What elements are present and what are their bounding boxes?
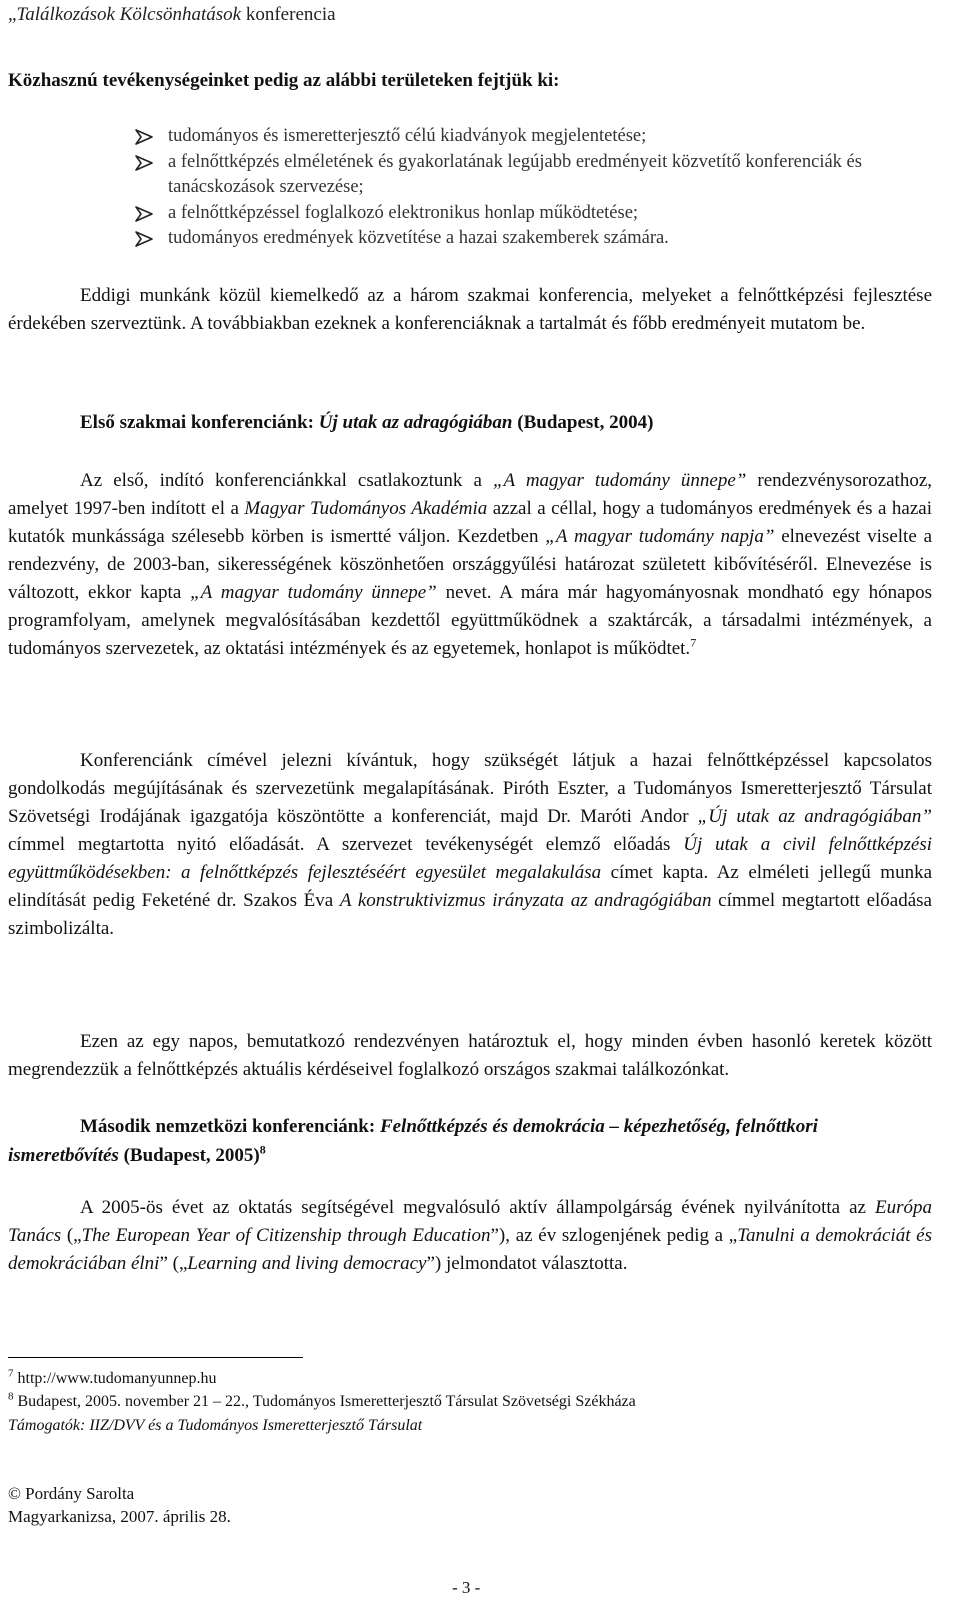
footnote-text: Budapest, 2005. november 21 – 22., Tudományos Ismeretterjesztő Társulat Szövetségi Székháza — [13, 1393, 636, 1410]
section2-label: Második nemzetközi konferenciánk: — [80, 1116, 380, 1137]
text-run: Konferenciánk címével jelezni kívántuk, hogy szükségét látjuk a hazai felnőttképzéssel kapcsolatos gondolkodás megújításának és szervezetünk megalapításának. Piróth Eszter, a Tudományos Ismeretterjesztő Társulat Szövetségi Irodájának igazgatója köszöntötte a konferenciát, majd Dr. Maróti Andor — [8, 750, 932, 827]
list-item — [134, 201, 934, 227]
text-run: ” („ — [159, 1253, 188, 1274]
text-run-italic: The European Year of Citizenship through Education — [81, 1225, 491, 1246]
footnote-number: 7 — [8, 1367, 14, 1380]
header-title-rest: konferencia — [241, 4, 336, 25]
author-copyright: © Pordány Sarolta — [8, 1484, 135, 1503]
text-run-italic: „A magyar tudomány ünnepe” — [492, 470, 747, 491]
text-run: ”), az év szlogenjének pedig a „ — [490, 1225, 738, 1246]
section2-title-italic: Felnőttképzés és demokrácia – képezhetőség, felnőttkori ismeretbővítés — [8, 1116, 818, 1166]
footnote-ref-8: 8 — [259, 1142, 266, 1157]
text-run: nevet. A mára már hagyományosnak mondható egy hónapos programfolyam, amelynek megvalósításában kezdettől együttműködnek a szaktárcák, a társadalmi intézmények, a tudományos szervezetek, az oktatási intézmények és az egyetemek, honlapot is működtet. — [8, 582, 933, 659]
sponsors-line: Támogatók: IIZ/DVV és a Tudományos Ismeretterjesztő Társulat — [8, 1417, 423, 1434]
text-run: rendezvénysorozathoz, amelyet 1997-ben indított el a — [8, 470, 933, 519]
intro-paragraph: Eddigi munkánk közül kiemelkedő az a három szakmai konferencia, melyeket a felnőttképzési fejlesztése érdekében szerveztünk. A továbbiakban ezeknek a konferenciáknak a tartalmát és főbb eredményeit mutatom be. — [8, 285, 932, 334]
section1-title-rest: (Budapest, 2004) — [512, 412, 654, 433]
text-run-italic: „A magyar tudomány ünnepe” — [190, 582, 437, 603]
text-run-italic: Magyar Tudományos Akadémia — [244, 498, 488, 519]
footnote-separator — [8, 1357, 303, 1358]
header-title-italic: Találkozások Kölcsönhatások — [16, 4, 242, 25]
text-run-italic: „Új utak az andragógiában” — [697, 806, 932, 827]
section1-label: Első szakmai konferenciánk: — [80, 412, 319, 433]
list-item-text: a felnőttképzés elméletének és gyakorlatának legújabb eredményeit közvetítő konferenciák és tanácskozások szervezése; — [168, 151, 862, 197]
text-run: („ — [61, 1225, 82, 1246]
place-date: Magyarkanizsa, 2007. április 28. — [8, 1507, 231, 1526]
text-run-italic: A konstruktivizmus irányzata az andragógiában — [339, 890, 712, 911]
text-run-italic: Európa Tanács — [8, 1197, 932, 1246]
text-run-italic: Learning and living democracy — [187, 1253, 427, 1274]
section2-paragraph1 — [8, 1194, 932, 1278]
page-number: - 3 - — [452, 1578, 481, 1597]
footnote-7 — [8, 1369, 216, 1389]
section2-title — [8, 1112, 932, 1170]
section2-title-rest: (Budapest, 2005) — [118, 1145, 260, 1166]
section1-title — [8, 408, 932, 437]
text-run: Az első, indító konferenciánkkal csatlakoztunk a — [80, 470, 493, 491]
arrow-bullet-icon — [134, 154, 154, 172]
section1-paragraph3: Ezen az egy napos, bemutatkozó rendezvényen határoztuk el, hogy minden évben hasonló keretek között megrendezzük a felnőttképzés aktuális kérdéseivel foglalkozó országos szakmai találkozónkat. — [8, 1031, 932, 1080]
section1-paragraph2 — [8, 747, 932, 943]
text-run: ”) jelmondatot választotta. — [426, 1253, 628, 1274]
header-open-quote: „ — [8, 4, 17, 25]
list-item — [134, 124, 934, 150]
text-run: címet kapta. Az elméleti jellegű munka elindítását pedig Feketéné dr. Szakos Éva — [8, 862, 933, 911]
list-item-text: tudományos és ismeretterjesztő célú kiadványok megjelentetése; — [168, 126, 647, 146]
activity-list — [134, 124, 934, 252]
list-item-text: a felnőttképzéssel foglalkozó elektronikus honlap működtetése; — [168, 202, 639, 223]
section1-title-italic: Új utak az adragógiában — [318, 412, 513, 433]
footnote-8 — [8, 1392, 636, 1412]
list-item — [134, 226, 934, 252]
text-run: címmel megtartotta nyitó előadását. A szervezet tevékenységét elemző előadás — [8, 834, 684, 855]
footnote-text: http://www.tudomanyunnep.hu — [13, 1370, 217, 1387]
arrow-bullet-icon — [134, 128, 154, 146]
text-run: azzal a céllal, hogy a tudományos eredmények és a hazai kutatók munkássága szélesebb körben is ismertté váljon. Kezdetben — [8, 498, 933, 547]
text-run: A 2005-ös évet az oktatás segítségével megvalósuló aktív állampolgárság évének nyilvánította az — [80, 1197, 875, 1218]
intro-heading: Közhasznú tevékenységeinket pedig az alábbi területeken fejtjük ki: — [8, 70, 560, 91]
text-run-italic: Tanulni a demokráciát és demokráciában élni — [8, 1225, 932, 1274]
footnote-ref-7: 7 — [690, 635, 697, 650]
arrow-bullet-icon — [134, 230, 154, 248]
text-run-italic: Új utak a civil felnőttképzési együttműködésekben: a felnőttképzés fejlesztéséért egyesület megalakulása — [8, 834, 932, 883]
footnote-number: 8 — [8, 1390, 14, 1403]
running-header — [8, 4, 336, 26]
section1-paragraph1 — [8, 467, 932, 663]
list-item — [134, 150, 934, 201]
text-run: elnevezést viselte a rendezvény, de 2003-ban, sikerességének köszönhetően országgyűlési határozat született kibővítéséről. Elnevezése is változott, ekkor kapta — [8, 526, 932, 603]
list-item-text: tudományos eredmények közvetítése a hazai szakemberek számára. — [168, 228, 669, 248]
text-run: címmel megtartott előadása szimbolizálta. — [8, 890, 932, 939]
text-run-italic: „A magyar tudomány napja” — [545, 526, 775, 547]
arrow-bullet-icon — [134, 205, 154, 223]
